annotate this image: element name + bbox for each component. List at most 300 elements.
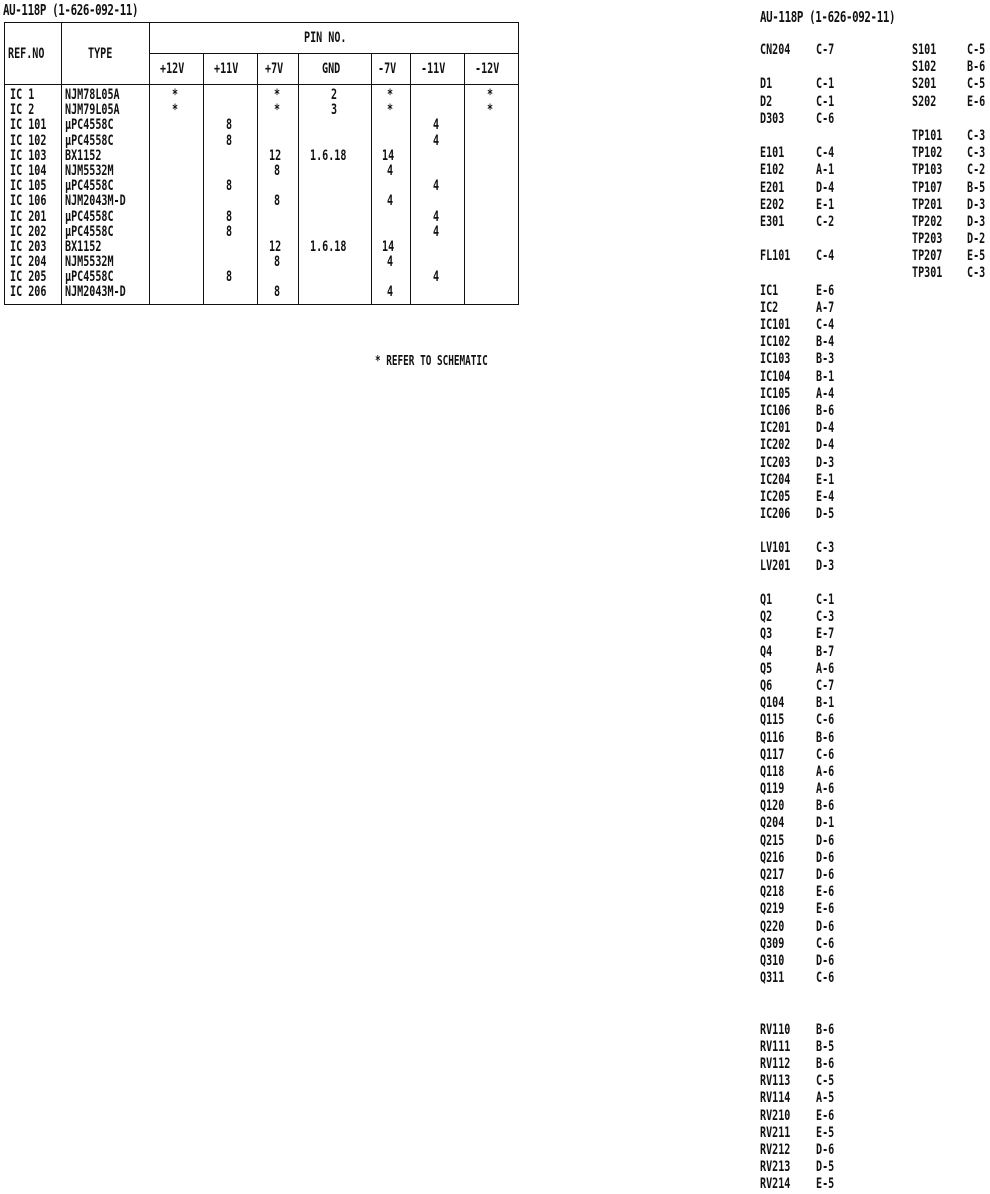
index-ref: Q5 [760, 660, 773, 677]
p12v-cell [150, 164, 203, 179]
index-ref: Q310 [760, 952, 785, 969]
type-cell-text: BX1152 [64, 238, 101, 255]
index-ref: Q218 [760, 884, 785, 901]
index-row [760, 1039, 880, 1056]
index-location: B-6 [816, 1056, 835, 1073]
index-row [912, 180, 990, 197]
index-location: B-6 [816, 1021, 835, 1038]
index-row [760, 558, 880, 575]
index-location: B-6 [967, 59, 986, 76]
index-row [760, 764, 880, 781]
index-row [760, 506, 880, 523]
index-location: D-5 [816, 1159, 835, 1176]
type-cell [62, 225, 149, 240]
m11v-cell [411, 270, 464, 285]
p11v-cell [204, 270, 257, 285]
p12v-cell [150, 179, 203, 194]
type-cell [62, 270, 149, 285]
index-row [760, 76, 880, 93]
index-ref: D303 [760, 110, 785, 127]
p11v-cell [204, 103, 257, 118]
index-location: E-6 [816, 1107, 835, 1124]
index-ref: IC203 [760, 454, 791, 471]
index-row [760, 283, 880, 300]
ref-cell [5, 103, 61, 118]
gnd-cell [299, 210, 371, 225]
type-cell [62, 285, 149, 300]
p11v-cell [204, 164, 257, 179]
type-cell-text: μPC4558C [64, 208, 114, 225]
index-ref: IC105 [760, 385, 791, 402]
p12v-cell [150, 285, 203, 300]
ref-cell [5, 149, 61, 164]
index-row [912, 59, 990, 76]
p12v-cell-text: * [172, 87, 179, 103]
m7v-cell-text: * [386, 102, 393, 119]
index-row [912, 42, 990, 59]
index-row [760, 1176, 880, 1193]
m11v-cell [411, 179, 464, 194]
ref-cell [5, 210, 61, 225]
index-row [760, 815, 880, 832]
index-ref: TP101 [912, 127, 943, 144]
index-ref: Q4 [760, 643, 773, 660]
header-m7v: -7V [371, 54, 410, 85]
index-ref: Q3 [760, 626, 773, 643]
index-row [760, 489, 880, 506]
header-ref: REF.NO [5, 23, 62, 85]
index-row [760, 317, 880, 334]
index-ref: TP103 [912, 162, 943, 179]
ref-cell-text: IC 2 [10, 102, 35, 119]
index-row [912, 162, 990, 179]
m11v-cell-text: 4 [433, 223, 440, 240]
p7v-cell [258, 118, 298, 133]
index-ref: IC106 [760, 402, 791, 419]
index-location: E-1 [816, 471, 835, 488]
m7v-cell [372, 194, 410, 209]
gnd-cell [299, 285, 371, 300]
type-cell-text: NJM78L05A [64, 87, 120, 103]
index-ref: Q309 [760, 935, 785, 952]
index-location: D-4 [816, 437, 835, 454]
ref-cell-text: IC 105 [10, 178, 47, 195]
ref-cell-text: IC 1 [10, 87, 35, 103]
ref-cell [5, 194, 61, 209]
ref-cell [5, 270, 61, 285]
index-location: C-3 [816, 540, 835, 557]
index-row [760, 197, 880, 214]
index-location: D-6 [816, 849, 835, 866]
index-spacer [760, 265, 880, 282]
type-cell-text: BX1152 [64, 147, 101, 164]
index-ref: LV201 [760, 557, 791, 574]
index-row [760, 798, 880, 815]
index-row [760, 1142, 880, 1159]
gnd-cell-text: 3 [330, 102, 337, 119]
index-row [760, 919, 880, 936]
ref-cell-text: IC 103 [10, 147, 47, 164]
m12v-cell [465, 210, 518, 225]
gnd-cell [299, 225, 371, 240]
m7v-cell [372, 225, 410, 240]
index-ref: Q217 [760, 867, 785, 883]
index-ref: Q311 [760, 970, 785, 987]
index-row [760, 334, 880, 351]
m7v-cell-text: * [386, 87, 393, 103]
index-ref: Q219 [760, 901, 785, 918]
p7v-cell-text: 8 [273, 193, 280, 210]
m7v-cell [372, 88, 410, 103]
index-row [760, 1090, 880, 1107]
index-location: A-6 [816, 781, 835, 798]
index-location: C-4 [816, 248, 835, 265]
type-cell-text: μPC4558C [64, 178, 114, 195]
p7v-cell-text: * [273, 102, 280, 119]
index-row [912, 94, 990, 111]
index-row [760, 1056, 880, 1073]
index-row [760, 369, 880, 386]
index-row [760, 420, 880, 437]
index-location: C-2 [967, 162, 986, 179]
index-location: E-4 [816, 488, 835, 505]
index-row [760, 970, 880, 987]
header-gnd: GND [298, 54, 371, 85]
index-row [760, 248, 880, 265]
index-location: C-3 [967, 127, 986, 144]
ref-column [5, 85, 62, 305]
type-cell [62, 118, 149, 133]
index-row [760, 540, 880, 557]
index-row [760, 437, 880, 454]
p7v-cell [258, 134, 298, 149]
p12v-cell [150, 240, 203, 255]
index-ref: RV214 [760, 1176, 791, 1193]
m7v-cell-text: 14 [382, 238, 395, 255]
index-ref: Q104 [760, 695, 785, 712]
ref-cell-text: IC 101 [10, 117, 47, 134]
p11v-cell [204, 240, 257, 255]
index-location: D-5 [816, 506, 835, 523]
gnd-cell [299, 240, 371, 255]
p7v-cell-text: * [273, 87, 280, 103]
index-ref: IC101 [760, 317, 791, 333]
index-location: D-1 [816, 815, 835, 832]
index-location: D-6 [816, 952, 835, 969]
type-cell [62, 134, 149, 149]
m12v-cell [465, 240, 518, 255]
p7v-cell [258, 88, 298, 103]
index-location: E-1 [816, 196, 835, 213]
p11v-cell [204, 210, 257, 225]
m12v-cell-text: * [487, 87, 494, 103]
gnd-cell [299, 164, 371, 179]
m11v-cell [411, 134, 464, 149]
index-row [912, 265, 990, 282]
header-p7v: +7V [257, 54, 298, 85]
index-ref: D1 [760, 76, 773, 93]
type-cell-text: NJM2043M-D [64, 284, 126, 301]
p11v-cell [204, 134, 257, 149]
index-ref: E101 [760, 145, 785, 162]
index-row [760, 833, 880, 850]
index-ref: RV110 [760, 1021, 791, 1038]
index-row [760, 747, 880, 764]
m12v-cell [465, 270, 518, 285]
ref-cell [5, 88, 61, 103]
m12v-cell [465, 179, 518, 194]
index-row [760, 351, 880, 368]
m7v-cell-text: 4 [386, 193, 393, 210]
ref-cell [5, 118, 61, 133]
index-location: C-3 [967, 265, 986, 282]
ref-cell-text: IC 104 [10, 162, 47, 179]
p11v-cell-text: 8 [226, 269, 233, 286]
index-row [912, 145, 990, 162]
index-ref: TP202 [912, 213, 943, 230]
p12v-cell [150, 134, 203, 149]
index-row [760, 901, 880, 918]
type-cell [62, 194, 149, 209]
left-title: AU-118P (1-626-092-11) [3, 1, 139, 19]
ref-cell-text: IC 205 [10, 269, 47, 286]
index-ref: S201 [912, 76, 937, 93]
m11v-cell [411, 149, 464, 164]
index-ref: RV112 [760, 1056, 791, 1073]
index-row [760, 712, 880, 729]
index-spacer [760, 128, 880, 145]
m12v-cell [465, 134, 518, 149]
index-location: E-5 [816, 1124, 835, 1141]
index-location: A-1 [816, 162, 835, 179]
index-row [760, 472, 880, 489]
type-cell [62, 179, 149, 194]
m7v-cell [372, 164, 410, 179]
index-ref: TP201 [912, 196, 943, 213]
index-location: C-6 [816, 935, 835, 952]
index-location: E-6 [816, 282, 835, 299]
index-location: B-1 [816, 368, 835, 385]
index-ref: Q1 [760, 592, 773, 608]
gnd-column [298, 85, 371, 305]
p7v-cell-text: 8 [273, 162, 280, 179]
index-location: C-5 [967, 76, 986, 93]
index-ref: IC102 [760, 334, 791, 351]
index-ref: S101 [912, 42, 937, 58]
type-cell-text: μPC4558C [64, 132, 114, 149]
p7v-cell [258, 240, 298, 255]
type-cell-text: μPC4558C [64, 223, 114, 240]
p7v-cell [258, 285, 298, 300]
index-location: A-6 [816, 660, 835, 677]
m12v-cell [465, 88, 518, 103]
index-ref: TP107 [912, 179, 943, 196]
index-spacer [912, 111, 990, 128]
header-type: TYPE [61, 23, 149, 85]
index-ref: RV212 [760, 1142, 791, 1158]
index-ref: IC204 [760, 471, 791, 488]
index-row [760, 644, 880, 661]
m12v-cell-text: * [487, 102, 494, 119]
ref-cell-text: IC 106 [10, 193, 47, 210]
index-row [760, 867, 880, 884]
index-row [760, 403, 880, 420]
p12v-cell [150, 149, 203, 164]
p12v-cell-text: * [172, 102, 179, 119]
index-ref: IC1 [760, 282, 779, 299]
index-location: A-7 [816, 299, 835, 316]
index-location: B-6 [816, 729, 835, 746]
index-location: B-3 [816, 351, 835, 368]
index-row [760, 145, 880, 162]
index-row [760, 936, 880, 953]
index-row [760, 300, 880, 317]
index-ref: FL101 [760, 248, 791, 265]
index-row [912, 197, 990, 214]
ref-cell [5, 179, 61, 194]
m12v-cell [465, 164, 518, 179]
m11v-column [410, 85, 464, 305]
index-location: B-5 [967, 179, 986, 196]
index-ref: D2 [760, 93, 773, 110]
ref-cell [5, 225, 61, 240]
index-location: C-6 [816, 746, 835, 763]
gnd-cell [299, 118, 371, 133]
p12v-cell [150, 225, 203, 240]
m12v-cell [465, 285, 518, 300]
index-ref: RV114 [760, 1090, 791, 1107]
index-ref: Q117 [760, 746, 785, 763]
index-spacer [760, 1005, 880, 1022]
index-location: D-4 [816, 179, 835, 196]
index-location: D-6 [816, 867, 835, 883]
p7v-cell [258, 194, 298, 209]
ref-cell-text: IC 201 [10, 208, 47, 225]
p11v-cell-text: 8 [226, 132, 233, 149]
index-row [760, 695, 880, 712]
index-row [760, 781, 880, 798]
index-ref: IC205 [760, 488, 791, 505]
index-location: D-3 [816, 454, 835, 471]
index-spacer [760, 575, 880, 592]
index-ref: Q120 [760, 798, 785, 815]
index-ref: TP301 [912, 265, 943, 282]
index-ref: RV111 [760, 1038, 791, 1055]
m11v-cell [411, 103, 464, 118]
index-location: D-3 [967, 196, 986, 213]
index-row [760, 678, 880, 695]
m11v-cell-text: 4 [433, 269, 440, 286]
index-location: E-6 [967, 93, 986, 110]
index-location: E-5 [816, 1176, 835, 1193]
m7v-cell-text: 14 [382, 147, 395, 164]
index-row [760, 884, 880, 901]
ref-cell [5, 240, 61, 255]
index-location: C-5 [816, 1073, 835, 1090]
p11v-cell-text: 8 [226, 117, 233, 134]
m12v-column [464, 85, 518, 305]
index-location: D-6 [816, 1142, 835, 1158]
gnd-cell-text: 1.6.18 [309, 147, 346, 164]
m11v-cell [411, 118, 464, 133]
index-location: D-6 [816, 832, 835, 849]
m11v-cell-text: 4 [433, 208, 440, 225]
index-ref: IC201 [760, 420, 791, 437]
gnd-cell [299, 88, 371, 103]
p11v-cell [204, 194, 257, 209]
index-ref: Q6 [760, 677, 773, 694]
index-row [760, 592, 880, 609]
index-ref: RV211 [760, 1124, 791, 1141]
p12v-cell [150, 88, 203, 103]
index-ref: IC202 [760, 437, 791, 454]
m12v-cell [465, 149, 518, 164]
index-ref: Q2 [760, 609, 773, 626]
index-ref: E301 [760, 213, 785, 230]
index-row [760, 162, 880, 179]
index-spacer [760, 987, 880, 1004]
index-location: E-6 [816, 884, 835, 901]
index-row [760, 850, 880, 867]
p12v-column [149, 85, 203, 305]
index-location: B-7 [816, 643, 835, 660]
ref-cell-text: IC 102 [10, 132, 47, 149]
index-ref: E202 [760, 196, 785, 213]
ref-cell-text: IC 206 [10, 284, 47, 301]
index-location: C-3 [967, 145, 986, 162]
index-ref: Q118 [760, 763, 785, 780]
gnd-cell [299, 134, 371, 149]
p11v-cell [204, 179, 257, 194]
gnd-cell [299, 255, 371, 270]
m7v-cell-text: 4 [386, 162, 393, 179]
p7v-cell [258, 179, 298, 194]
p11v-cell-text: 8 [226, 178, 233, 195]
type-cell-text: NJM5532M [64, 162, 114, 179]
index-location: C-6 [816, 110, 835, 127]
type-cell-text: NJM2043M-D [64, 193, 126, 210]
index-location: C-1 [816, 592, 835, 608]
index-location: B-6 [816, 798, 835, 815]
type-cell [62, 103, 149, 118]
m12v-cell [465, 225, 518, 240]
m7v-cell-text: 4 [386, 254, 393, 271]
p7v-cell [258, 210, 298, 225]
type-cell [62, 240, 149, 255]
p7v-cell [258, 103, 298, 118]
index-location: C-7 [816, 677, 835, 694]
type-cell [62, 149, 149, 164]
index-ref: E201 [760, 179, 785, 196]
header-m11v: -11V [410, 54, 464, 85]
index-ref: RV210 [760, 1107, 791, 1124]
header-p12v: +12V [149, 54, 203, 85]
index-row [760, 180, 880, 197]
index-location: A-4 [816, 385, 835, 402]
index-spacer [760, 523, 880, 540]
m11v-cell [411, 210, 464, 225]
p11v-cell [204, 149, 257, 164]
m12v-cell [465, 194, 518, 209]
m12v-cell [465, 255, 518, 270]
m7v-cell [372, 118, 410, 133]
m7v-cell [372, 179, 410, 194]
m11v-cell [411, 255, 464, 270]
index-row [912, 76, 990, 93]
type-cell [62, 88, 149, 103]
index-row [760, 730, 880, 747]
index-ref: IC206 [760, 506, 791, 523]
